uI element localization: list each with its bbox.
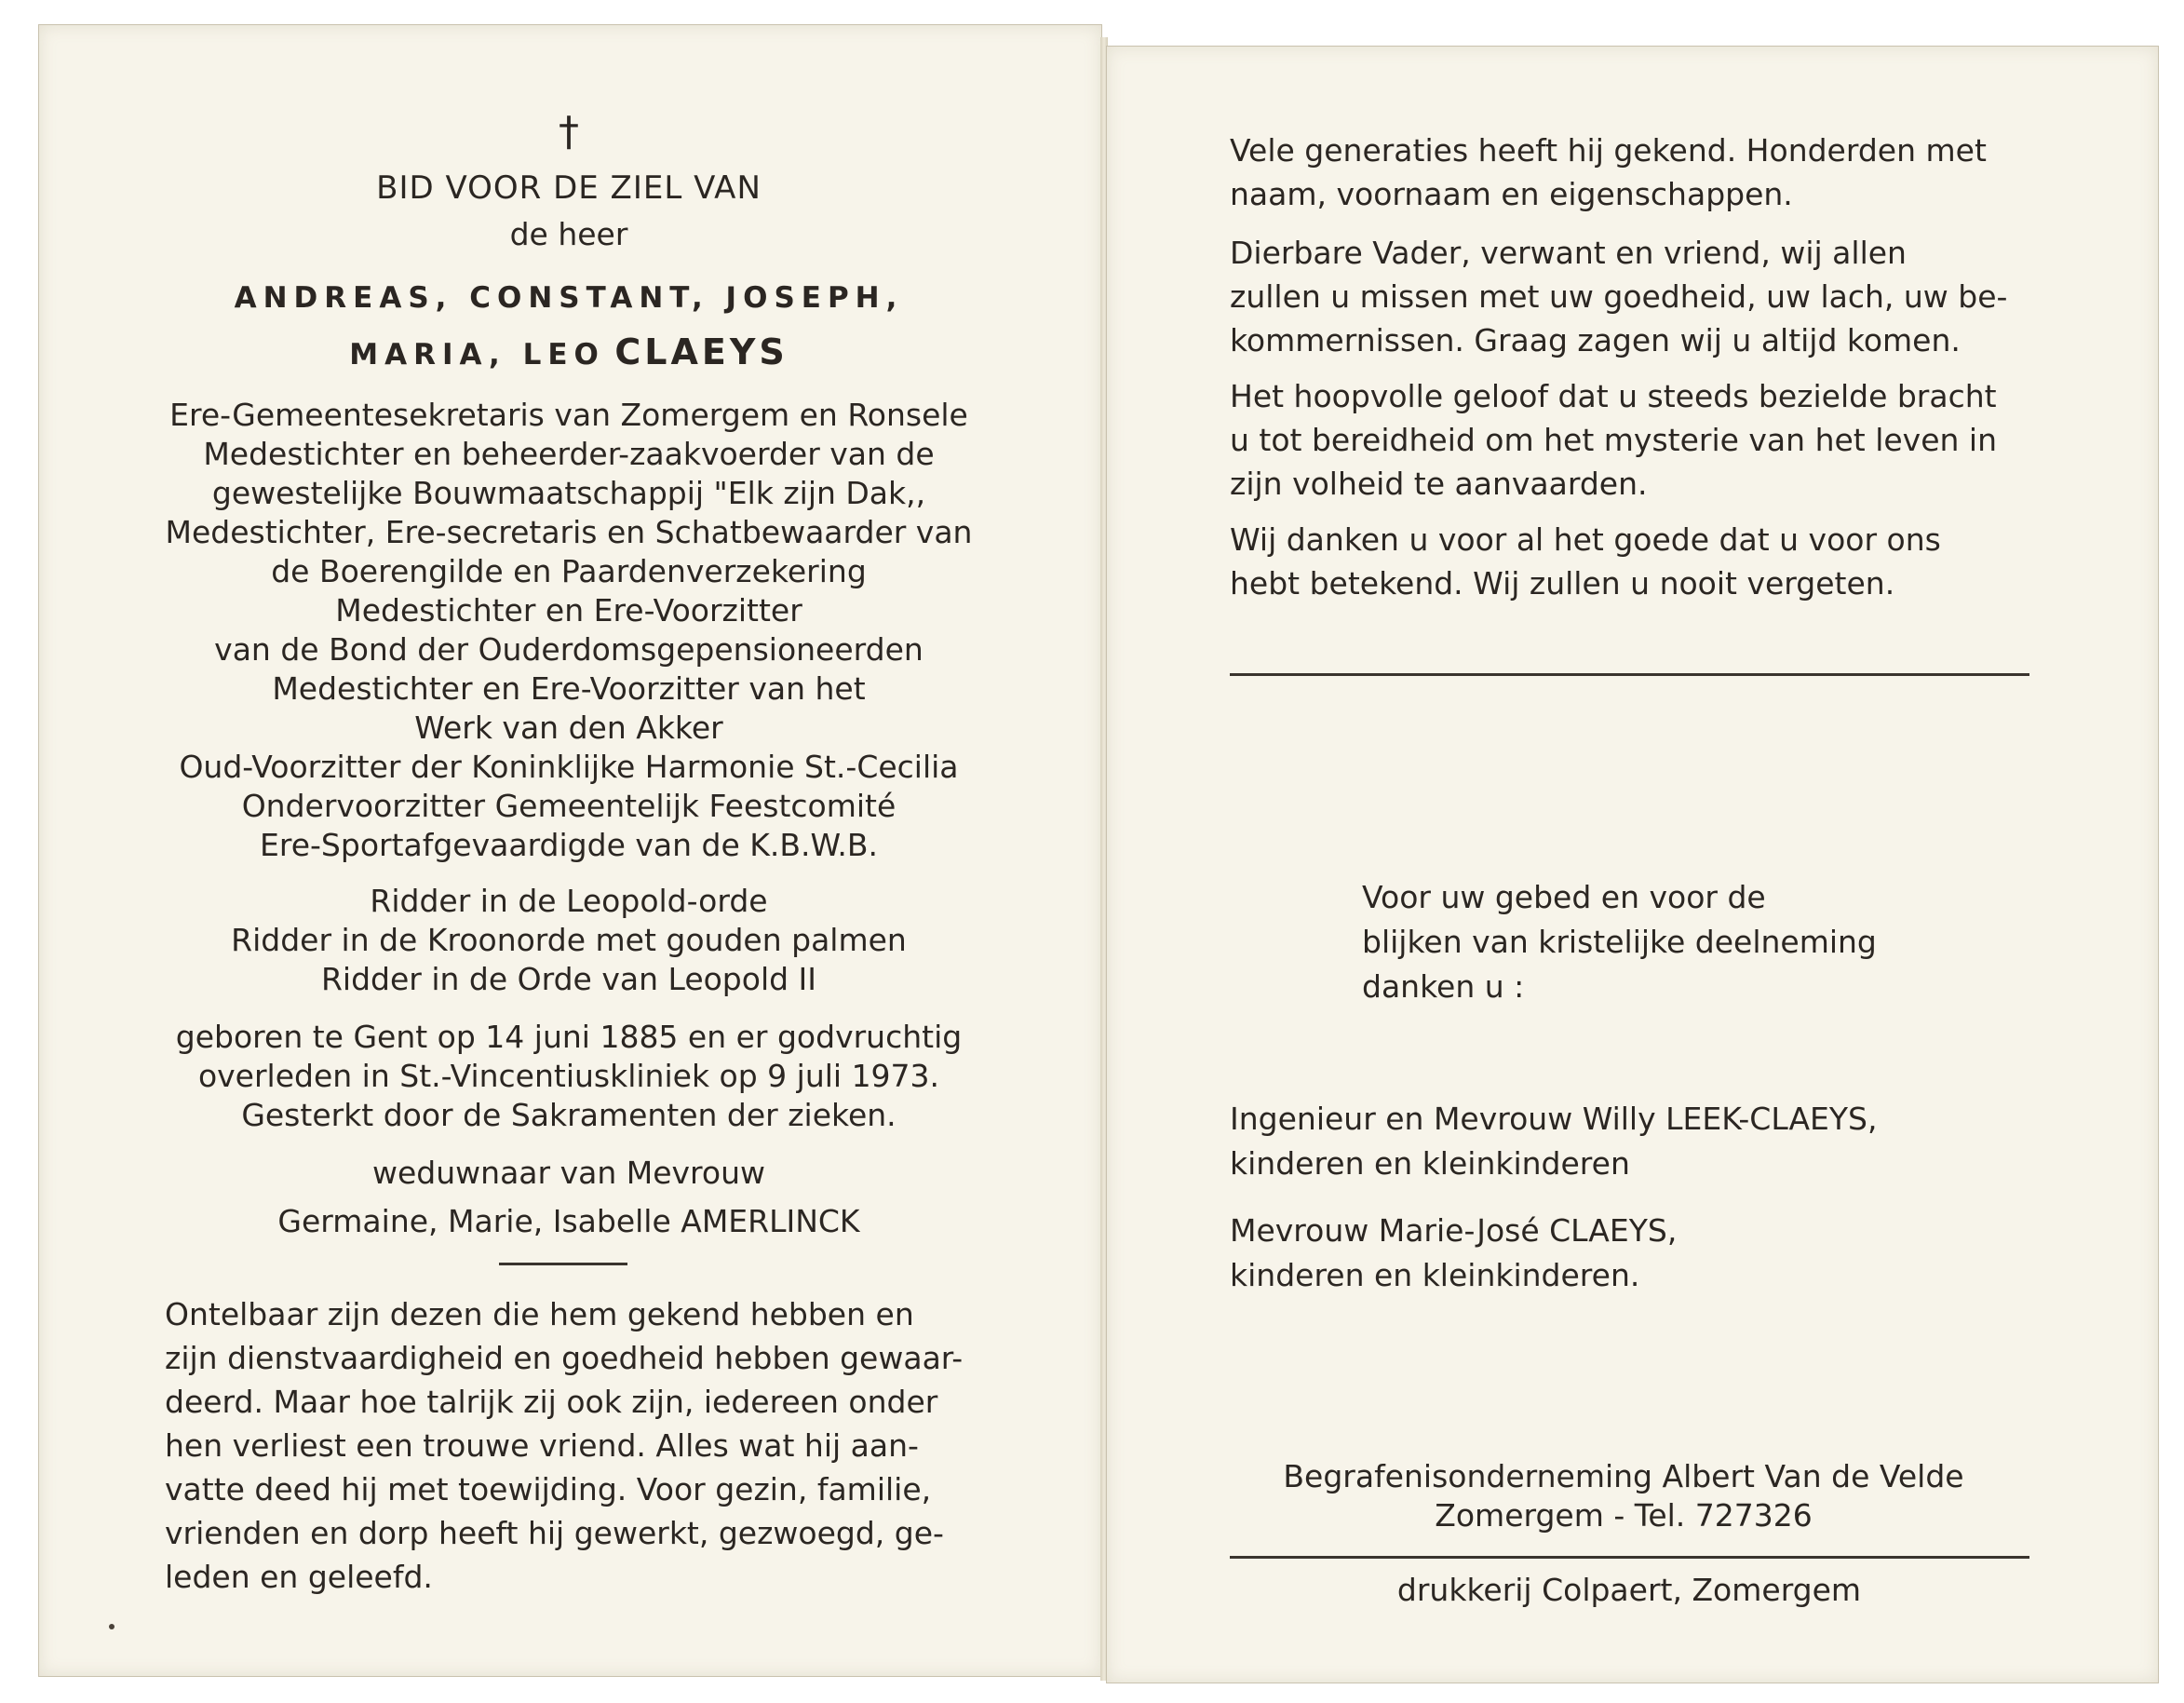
- divider-footer: [1230, 1556, 2029, 1559]
- memorial-line: Wij danken u voor al het goede dat u voor ons: [1230, 521, 1941, 558]
- memorial-line: Vele generaties heeft hij gekend. Honderden met: [1230, 132, 1987, 169]
- divider-short: [499, 1263, 627, 1265]
- memorial-line: kommernissen. Graag zagen wij u altijd komen.: [1230, 322, 1961, 358]
- memorial-paragraph-1: [1230, 128, 2032, 216]
- memorial-line: zullen u missen met uw goedheid, uw lach, uw be-: [1230, 278, 2008, 315]
- function-line: Oud-Voorzitter der Koninklijke Harmonie St.-Cecilia: [179, 749, 959, 785]
- tribute-line: leden en geleefd.: [165, 1559, 433, 1595]
- birth-death-line: geboren te Gent op 14 juni 1885 en er godvruchtig: [175, 1019, 963, 1055]
- tribute-line: deerd. Maar hoe talrijk zij ook zijn, iedereen onder: [165, 1384, 938, 1420]
- cross-symbol: †: [559, 108, 579, 155]
- birth-death-line: overleden in St.-Vincentiuskliniek op 9 juli 1973.: [197, 1058, 940, 1094]
- undertaker-name: Begrafenisonderneming Albert Van de Velde: [1283, 1458, 1964, 1494]
- tribute-line: Ontelbaar zijn dezen die hem gekend hebben en: [165, 1296, 914, 1332]
- family-line: Mevrouw Marie-José CLAEYS,: [1230, 1212, 1678, 1249]
- function-line: Ere-Sportafgevaardigde van de K.B.W.B.: [260, 827, 878, 863]
- function-line: gewestelijke Bouwmaatschappij "Elk zijn Dak,,: [211, 475, 926, 511]
- function-line: van de Bond der Ouderdomsgepensioneerden: [214, 631, 923, 668]
- honor-line: Ridder in de Kroonorde met gouden palmen: [231, 922, 907, 958]
- deceased-name-line2: [349, 333, 789, 373]
- thanks-line: Voor uw gebed en voor de: [1362, 879, 1766, 915]
- tribute-paragraph: [165, 1292, 964, 1599]
- function-line: Medestichter en Ere-Voorzitter van het: [272, 670, 866, 707]
- deceased-given-names: ANDREAS, CONSTANT, JOSEPH,: [234, 281, 904, 315]
- function-line: Ere-Gemeentesekretaris van Zomergem en Ronsele: [169, 397, 968, 433]
- memorial-paragraph-2: [1230, 231, 2032, 362]
- memorial-line: Het hoopvolle geloof dat u steeds bezielde bracht: [1230, 378, 1997, 414]
- tribute-line: hen verliest een trouwe vriend. Alles wat hij aan-: [165, 1427, 919, 1464]
- family-line: Ingenieur en Mevrouw Willy LEEK-CLAEYS,: [1230, 1101, 1878, 1137]
- widower-line: weduwnaar van Mevrouw: [372, 1155, 765, 1191]
- function-line: de Boerengilde en Paardenverzekering: [271, 553, 867, 589]
- tribute-line: vrienden en dorp heeft hij gewerkt, gezwoegd, ge-: [165, 1515, 944, 1551]
- memorial-line: zijn volheid te aanvaarden.: [1230, 466, 1648, 502]
- memorial-line: u tot bereidheid om het mysterie van het leven in: [1230, 422, 1998, 458]
- function-line: Medestichter, Ere-secretaris en Schatbewaarder van: [165, 514, 973, 550]
- memorial-line: Dierbare Vader, verwant en vriend, wij allen: [1230, 235, 1907, 271]
- honor-line: Ridder in de Orde van Leopold II: [320, 961, 817, 997]
- family-line: kinderen en kleinkinderen.: [1230, 1257, 1640, 1293]
- memorial-line: hebt betekend. Wij zullen u nooit vergeten.: [1230, 565, 1895, 601]
- divider-long: [1230, 673, 2029, 676]
- deceased-given-names-2: MARIA, LEO: [349, 338, 605, 372]
- spouse-name: Germaine, Marie, Isabelle AMERLINCK: [277, 1203, 860, 1239]
- function-line: Medestichter en Ere-Voorzitter: [335, 592, 802, 628]
- print-speck: [109, 1624, 115, 1629]
- deceased-surname: CLAEYS: [614, 331, 789, 372]
- tribute-line: vatte deed hij met toewijding. Voor gezin, familie,: [165, 1471, 932, 1507]
- honorific: de heer: [509, 216, 628, 252]
- prayer-heading: BID VOOR DE ZIEL VAN: [376, 169, 762, 207]
- function-line: Ondervoorzitter Gemeentelijk Feestcomité: [241, 788, 897, 824]
- function-line: Werk van den Akker: [414, 710, 723, 746]
- memorial-line: naam, voornaam en eigenschappen.: [1230, 176, 1793, 212]
- family-line: kinderen en kleinkinderen: [1230, 1145, 1630, 1182]
- memorial-paragraph-4: [1230, 518, 2032, 605]
- thanks-line: danken u :: [1362, 968, 1525, 1005]
- undertaker-contact: Zomergem - Tel. 727326: [1435, 1497, 1813, 1534]
- function-line: Medestichter en beheerder-zaakvoerder van de: [203, 436, 935, 472]
- tribute-line: zijn dienstvaardigheid en goedheid hebben gewaar-: [165, 1340, 964, 1376]
- birth-death-line: Gesterkt door de Sakramenten der zieken.: [241, 1097, 897, 1133]
- honor-line: Ridder in de Leopold-orde: [370, 883, 768, 919]
- thanks-line: blijken van kristelijke deelneming: [1362, 924, 1877, 960]
- memorial-paragraph-3: [1230, 374, 2032, 506]
- printer-credit: drukkerij Colpaert, Zomergem: [1396, 1572, 1862, 1608]
